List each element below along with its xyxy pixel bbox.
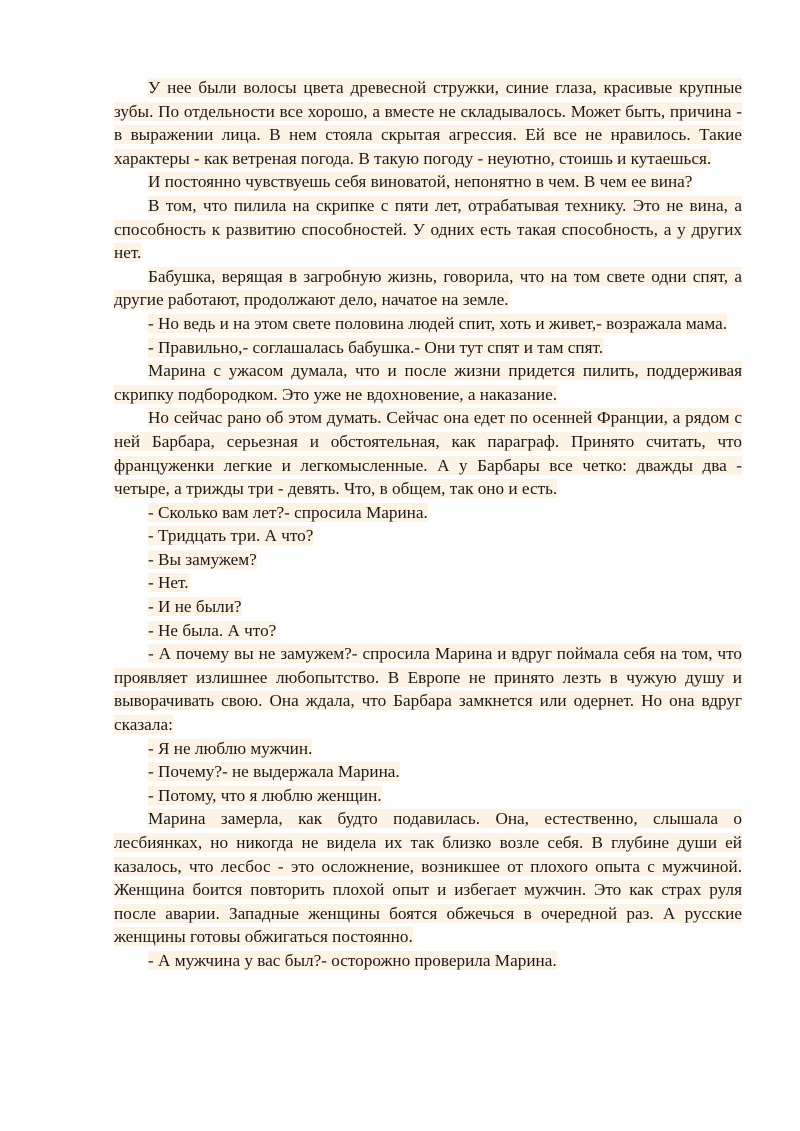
paragraph-1: У нее были волосы цвета древесной стружки, синие глаза, красивые крупные зубы. По отдельности все хорошо, а вместе не складывалось. Может быть, причина - в выражении лица. В нем стояла скрытая агрессия. Ей все не нравилось. Такие характеры - как ветреная погода. В такую погоду - неуютно, стоишь и кутаешься. [114,78,742,168]
paragraph-6: - Правильно,- соглашалась бабушка.- Они тут спят и там спят. [148,337,604,357]
paragraph-5: - Но ведь и на этом свете половина людей спит, хоть и живет,- возражала мама. [148,313,727,333]
paragraph-13: - И не были? [148,597,242,617]
paragraph-18: - Потому, что я люблю женщин. [148,785,382,805]
paragraph-14: - Не была. А что? [148,620,277,640]
paragraph-20: - А мужчина у вас был?- осторожно проверила Марина. [148,950,557,970]
document-body [114,76,742,973]
paragraph-15: - А почему вы не замужем?- спросила Марина и вдруг поймала себя на том, что проявляет излишнее любопытство. В Европе не принято лезть в чужую душу и выворачивать свою. Она ждала, что Барбара замкнется или одернет. Но она вдруг сказала: [114,644,742,735]
paragraph-8: Но сейчас рано об этом думать. Сейчас она едет по осенней Франции, а рядом с ней Барбара, серьезная и обстоятельная, как параграф. Принято считать, что француженки легкие и легкомысленные. А у Барбары все четко: дважды два - четыре, а трижды три - девять. Что, в общем, так оно и есть. [114,408,742,499]
paragraph-11: - Вы замужем? [148,549,257,569]
paragraph-9: - Сколько вам лет?- спросила Марина. [148,502,428,522]
paragraph-17: - Почему?- не выдержала Марина. [148,762,400,782]
paragraph-19: Марина замерла, как будто подавилась. Она, естественно, слышала о лесбиянках, но никогда не видела их так близко возле себя. В глубине души ей казалось, что лесбос - это осложнение, возникшее от плохого опыта с мужчиной. Женщина боится повторить плохой опыт и избегает мужчин. Это как страх руля после аварии. Западные женщины боятся обжечься в очередной раз. А русские женщины готовы обжигаться постоянно. [114,809,742,947]
paragraph-7: Марина с ужасом думала, что и после жизни придется пилить, поддерживая скрипку подбородком. Это уже не вдохновение, а наказание. [114,361,742,404]
paragraph-10: - Тридцать три. А что? [148,526,314,546]
paragraph-16: - Я не люблю мужчин. [148,738,313,758]
paragraph-12: - Нет. [148,573,189,593]
paragraph-4: Бабушка, верящая в загробную жизнь, говорила, что на том свете одни спят, а другие работают, продолжают дело, начатое на земле. [114,266,742,310]
paragraph-3: В том, что пилила на скрипке с пяти лет, отрабатывая технику. Это не вина, а способность к развитию способностей. У одних есть такая способность, а у других нет. [114,195,742,263]
paragraph-2: И постоянно чувствуешь себя виноватой, непонятно в чем. В чем ее вина? [148,172,693,192]
